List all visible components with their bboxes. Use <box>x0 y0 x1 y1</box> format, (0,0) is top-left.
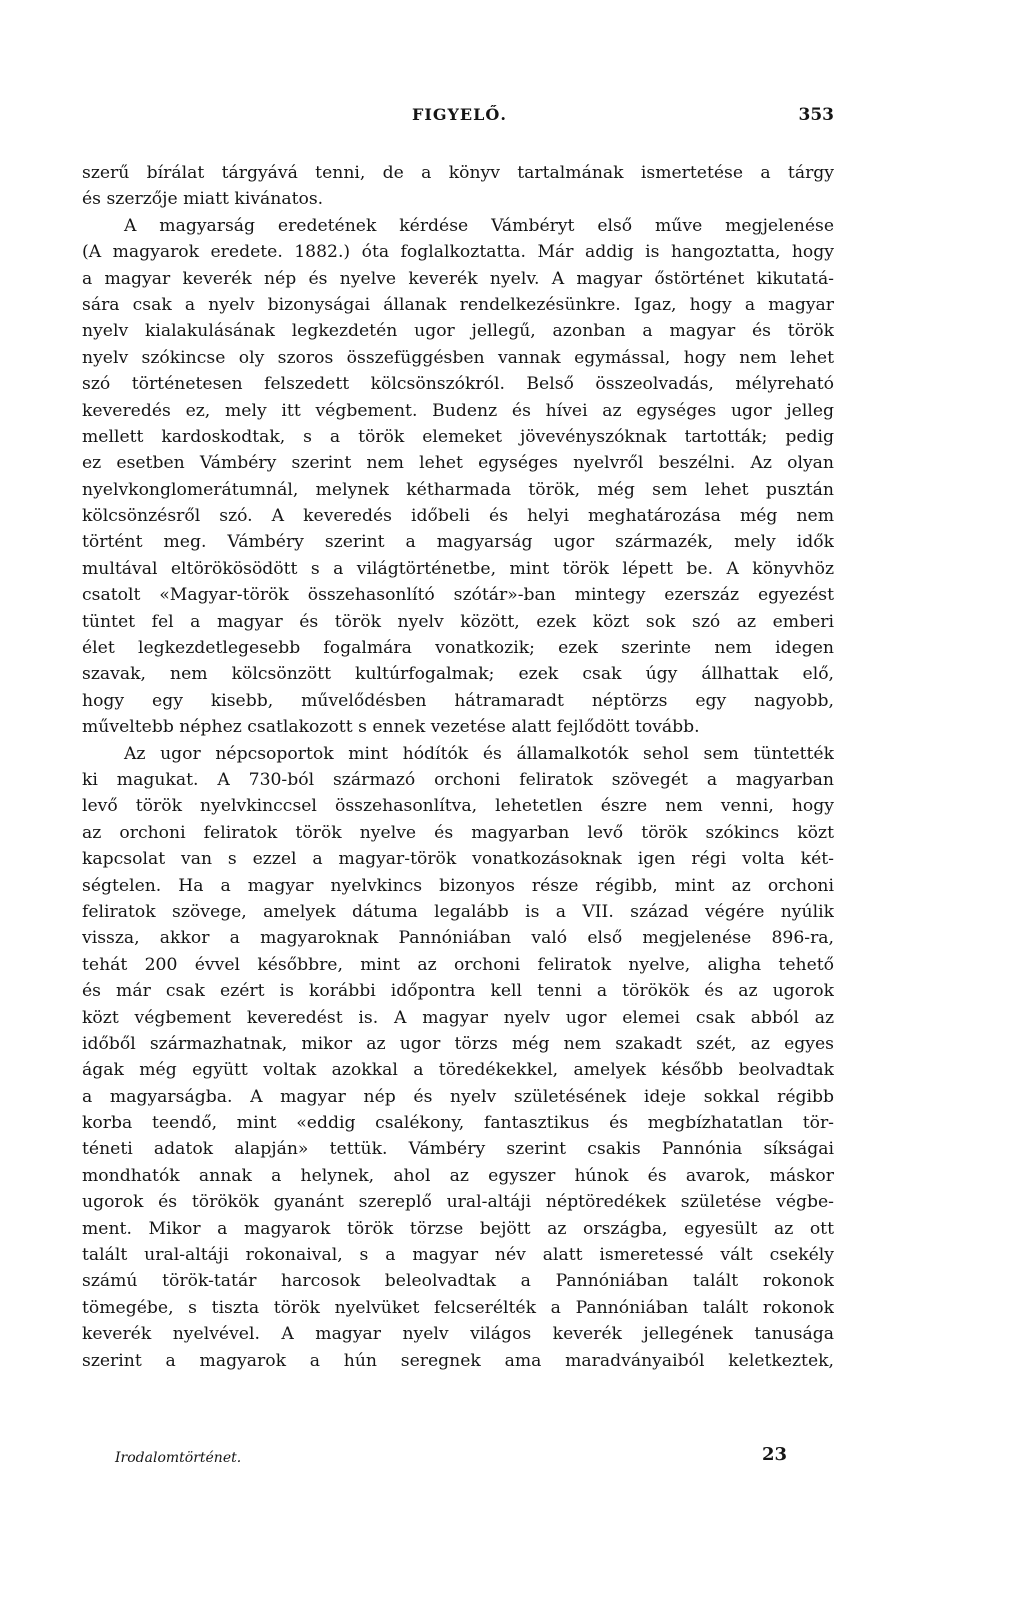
footer-signature: Irodalomtörténet. <box>115 1450 242 1466</box>
text-line: sára csak a nyelv bizonyságai állanak rendelkezésünkre. Igaz, hogy a magyar <box>82 294 834 315</box>
text-line: nyelvkonglomerátumnál, melynek kétharmada török, még sem lehet pusztán <box>82 479 834 500</box>
text-line: műveltebb néphez csatlakozott s ennek vezetése alatt fejlődött tovább. <box>82 717 700 738</box>
text-line: ki magukat. A 730-ból származó orchoni feliratok szövegét a magyarban <box>82 769 834 790</box>
sheet-number: 23 <box>761 1444 787 1465</box>
text-line: korba teendő, mint «eddig csalékony, fantasztikus és megbízhatatlan tör- <box>82 1113 834 1134</box>
text-line: és már csak ezért is korábbi időpontra kell tenni a törökök és az ugorok <box>82 981 834 1002</box>
page-number: 353 <box>798 105 834 125</box>
text-line: történt meg. Vámbéry szerint a magyarság ugor származék, mely idők <box>82 532 834 553</box>
text-line: tüntet fel a magyar és török nyelv között, ezek közt sok szó az emberi <box>82 611 834 632</box>
text-line: szerű bírálat tárgyává tenni, de a könyv tartalmának ismertetése a tárgy <box>82 163 834 183</box>
text-line: feliratok szövege, amelyek dátuma legalább is a VII. század végére nyúlik <box>82 901 834 922</box>
text-line: kölcsönzésről szó. A keveredés időbeli és helyi meghatározása még nem <box>82 506 834 527</box>
text-line: szavak, nem kölcsönzött kultúrfogalmak; ezek csak úgy állhattak elő, <box>82 664 834 685</box>
text-line: talált ural-altáji rokonaival, s a magyar név alatt ismeretessé vált csekély <box>82 1245 834 1266</box>
text-line: időből származhatnak, mikor az ugor törzs még nem szakadt szét, az egyes <box>82 1033 834 1054</box>
text-line: téneti adatok alapján» tettük. Vámbéry szerint csakis Pannónia síkságai <box>82 1139 834 1160</box>
page-footer <box>115 1444 787 1474</box>
text-line: számú török-tatár harcosok beleolvadtak a Pannóniában talált rokonok <box>82 1271 834 1292</box>
text-line: multával eltörökösödött s a világtörténetbe, mint török lépett be. A könyvhöz <box>82 558 834 579</box>
text-line: szerint a magyarok a hún seregnek ama maradványaiból keletkeztek, <box>82 1350 834 1371</box>
text-line: tehát 200 évvel későbbre, mint az orchoni feliratok nyelve, aligha tehető <box>82 954 834 975</box>
text-line: levő török nyelvkinccsel összehasonlítva, lehetetlen észre nem venni, hogy <box>82 796 834 817</box>
text-line: közt végbement keveredést is. A magyar nyelv ugor elemei csak abból az <box>82 1007 834 1028</box>
text-line: szó történetesen felszedett kölcsönszókról. Belső összeolvadás, mélyreható <box>82 374 834 395</box>
text-line: (A magyarok eredete. 1882.) óta foglalkoztatta. Már addig is hangoztatta, hogy <box>82 242 834 263</box>
text-line: nyelv szókincse oly szoros összefüggésben vannak egymással, hogy nem lehet <box>82 347 834 368</box>
text-line: kapcsolat van s ezzel a magyar-török vonatkozásoknak igen régi volta két- <box>82 849 834 870</box>
text-line: vissza, akkor a magyaroknak Pannóniában való első megjelenése 896-ra, <box>82 928 834 949</box>
text-line: és szerzője miatt kivánatos. <box>82 189 324 210</box>
text-line: az orchoni feliratok török nyelve és magyarban levő török szókincs közt <box>82 822 834 843</box>
text-line: nyelv kialakulásának legkezdetén ugor jellegű, azonban a magyar és török <box>82 321 834 342</box>
text-line: mondhatók annak a helynek, ahol az egyszer húnok és avarok, máskor <box>82 1165 834 1186</box>
text-line: a magyarságba. A magyar nép és nyelv születésének ideje sokkal régibb <box>82 1086 834 1107</box>
text-line: csatolt «Magyar-török összehasonlító szótár»-ban mintegy ezerszáz egyezést <box>82 585 834 606</box>
text-line: élet legkezdetlegesebb fogalmára vonatkozik; ezek szerinte nem idegen <box>82 638 834 659</box>
text-line: keveredés ez, mely itt végbement. Budenz és hívei az egységes ugor jelleg <box>82 400 834 421</box>
text-line: a magyar keverék nép és nyelve keverék nyelv. A magyar őstörténet kikutatá- <box>82 268 834 289</box>
text-line: tömegébe, s tiszta török nyelvüket felcserélték a Pannóniában talált rokonok <box>82 1297 834 1318</box>
text-line: A magyarság eredetének kérdése Vámbéryt első műve megjelenése <box>124 215 834 236</box>
text-line: ugorok és törökök gyanánt szereplő ural-altáji néptöredékek születése végbe- <box>82 1192 834 1213</box>
text-line: keverék nyelvével. A magyar nyelv világos keverék jellegének tanusága <box>82 1324 834 1345</box>
running-header <box>82 105 834 129</box>
text-line: ágak még együtt voltak azokkal a töredékekkel, amelyek később beolvadtak <box>82 1060 834 1081</box>
text-line: ez esetben Vámbéry szerint nem lehet egységes nyelvről beszélni. Az olyan <box>82 453 834 474</box>
text-line: ségtelen. Ha a magyar nyelvkincs bizonyos része régibb, mint az orchoni <box>82 875 834 896</box>
text-line: mellett kardoskodtak, s a török elemeket jövevényszóknak tartották; pedig <box>82 426 834 447</box>
text-line: hogy egy kisebb, művelődésben hátramaradt néptörzs egy nagyobb, <box>82 690 834 711</box>
running-title: FIGYELŐ. <box>412 105 507 124</box>
body-text <box>82 160 834 1374</box>
text-line: ment. Mikor a magyarok török törzse bejött az országba, egyesült az ott <box>82 1218 834 1239</box>
text-line: Az ugor népcsoportok mint hódítók és államalkotók sehol sem tüntették <box>124 743 834 764</box>
